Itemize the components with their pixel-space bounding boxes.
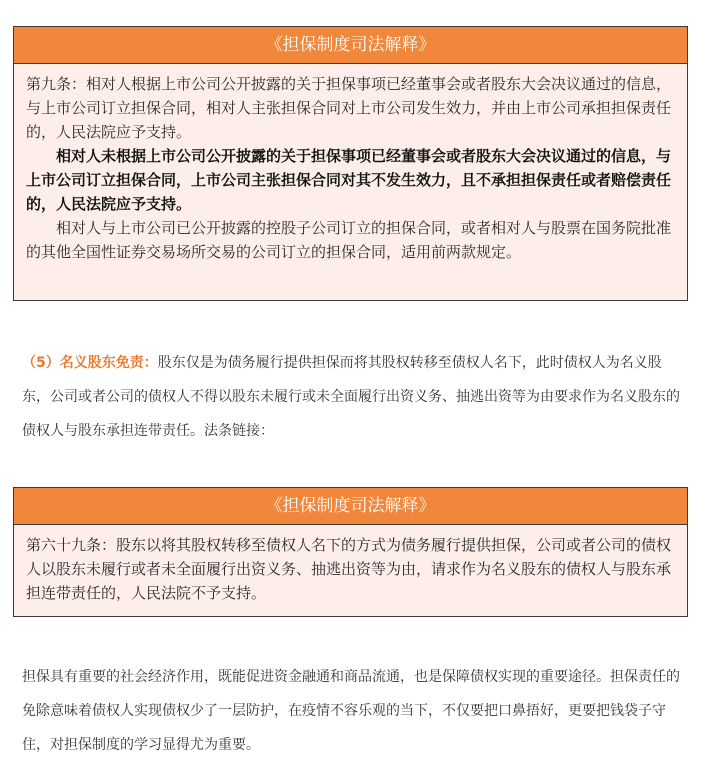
section-highlight-label: （5）名义股东免责： [22,355,158,371]
law-box-body [14,64,687,272]
article-9-paragraph-3: 相对人与上市公司已公开披露的控股子公司订立的担保合同，或者相对人与股票在国务院批准的其他全国性证券交易场所交易的公司订立的担保合同，适用前两款规定。 [26,219,672,261]
article-69-paragraph: 第六十九条：股东以将其股权转移至债权人名下的方式为债务履行提供担保，公司或者公司的债权人以股东未履行或者未全面履行出资义务、抽逃出资等为由，请求作为名义股东的债权人与股东承担连带责任的，人民法院不予支持。 [26,536,672,602]
law-box-title: 《担保制度司法解释》 [14,488,687,525]
law-box-title: 《担保制度司法解释》 [14,27,687,64]
law-box-body [14,525,687,613]
paragraph-text: 股东仅是为债务履行提供担保而将其股权转移至债权人名下，此时债权人为名义股东，公司或者公司的债权人不得以股东未履行或未全面履行出资义务、抽逃出资等为由要求作为名义股东的债权人与股东承担连带责任。法条链接： [22,355,680,439]
law-quote-box-2 [13,487,688,617]
article-9-paragraph-1: 第九条：相对人根据上市公司公开披露的关于担保事项已经董事会或者股东大会决议通过的信息，与上市公司订立担保合同，相对人主张担保合同对上市公司发生效力，并由上市公司承担担保责任的，人民法院应予支持。 [26,75,672,141]
article-9-paragraph-2: 相对人未根据上市公司公开披露的关于担保事项已经董事会或者股东大会决议通过的信息，与上市公司订立担保合同，上市公司主张担保合同对其不发生效力，且不承担担保责任或者赔偿责任的，人民法院应予支持。 [26,147,672,213]
law-quote-box-1 [13,26,688,301]
nominal-shareholder-paragraph [22,346,688,448]
conclusion-paragraph: 担保具有重要的社会经济作用，既能促进资金融通和商品流通，也是保障债权实现的重要途径。担保责任的免除意味着债权人实现债权少了一层防护，在疫情不容乐观的当下，不仅要把口鼻捂好，更要把钱袋子守住，对担保制度的学习显得尤为重要。 [22,669,680,753]
